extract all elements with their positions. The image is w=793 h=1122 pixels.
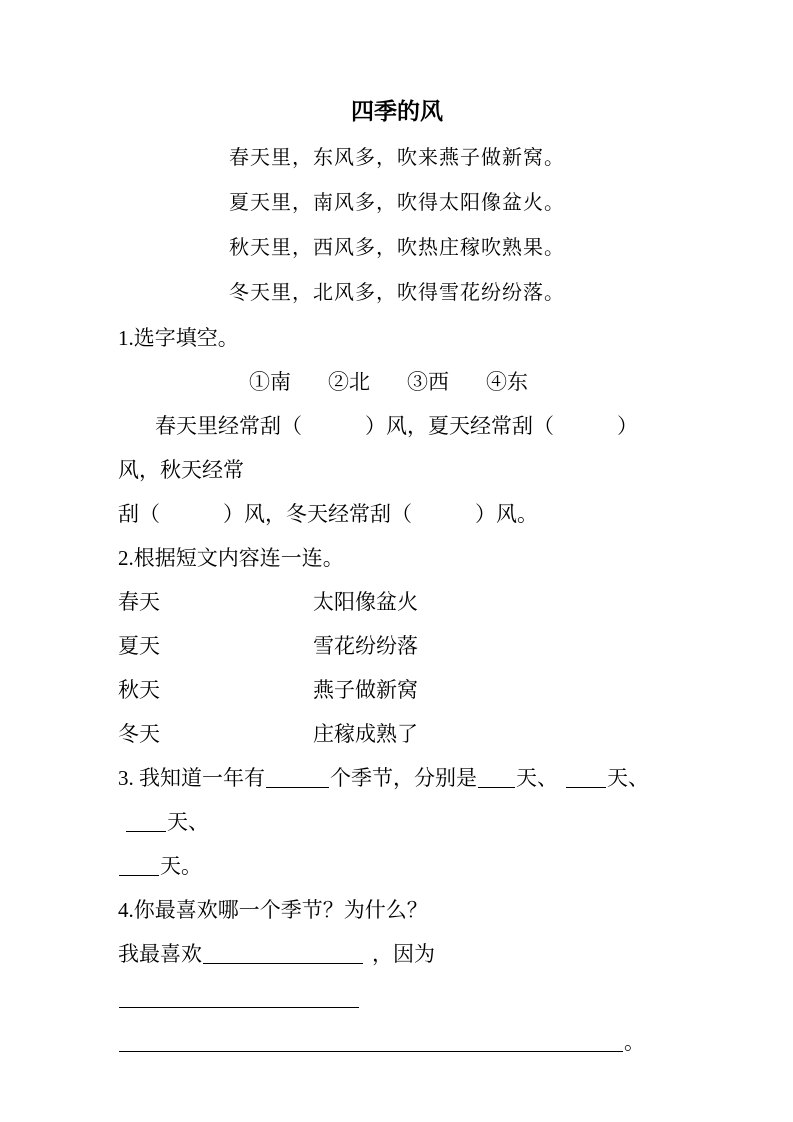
q3-blank-season-count [266, 769, 329, 788]
q3-blank-season-4 [119, 857, 159, 876]
q2-right-swallow: 燕子做新窝 [313, 678, 418, 702]
q3-blank-season-2 [566, 769, 606, 788]
page-title: 四季的风 [351, 98, 443, 124]
q3-text-mid: 个季节，分别是 [330, 766, 477, 790]
q4-answer-prefix: 我最喜欢 [118, 942, 202, 966]
match-row-spring [118, 580, 676, 624]
poem-line-autumn: 秋天里，西风多，吹热庄稼吹熟果。 [229, 237, 565, 259]
question-2-label: 2.根据短文内容连一连。 [118, 546, 344, 570]
match-row-autumn [118, 668, 676, 712]
q4-answer-line-2 [118, 1020, 676, 1064]
question-1-label: 1.选字填空。 [118, 326, 239, 350]
q1-text-line-1: 春天里经常刮（ ）风，夏天经常刮（ ）风，秋天经常 [118, 414, 638, 482]
q2-left-winter: 冬天 [118, 722, 160, 746]
q4-answer-line-1 [118, 932, 676, 1020]
q3-blank-season-3 [126, 813, 166, 832]
q3-text-prefix: 3. 我知道一年有 [118, 766, 265, 790]
q4-answer-end: 。 [624, 1030, 645, 1054]
q3-text-tian-3: 天、 [167, 810, 209, 834]
q2-left-spring: 春天 [118, 590, 160, 614]
q1-text-line-2: 刮（ ）风，冬天经常刮（ ）风。 [118, 502, 538, 526]
q4-answer-connector: ，因为 [372, 942, 435, 966]
q1-option-north: ②北 [328, 370, 370, 394]
poem-line-summer: 夏天里，南风多，吹得太阳像盆火。 [229, 192, 565, 214]
q3-blank-season-1 [478, 769, 515, 788]
question-3-line-2 [118, 844, 676, 888]
q2-right-snow: 雪花纷纷落 [313, 634, 418, 658]
q2-left-autumn: 秋天 [118, 678, 160, 702]
q4-blank-reason-1 [119, 989, 359, 1008]
match-row-winter [118, 712, 676, 756]
poem-line-winter: 冬天里，北风多，吹得雪花纷纷落。 [229, 282, 565, 304]
poem-line-spring: 春天里，东风多，吹来燕子做新窝。 [229, 147, 565, 169]
q2-right-sun: 太阳像盆火 [313, 590, 418, 614]
match-row-summer [118, 624, 676, 668]
question-1-options [118, 360, 676, 404]
q1-option-east: ④东 [486, 370, 528, 394]
question-4-label: 4.你最喜欢哪一个季节？为什么？ [118, 898, 428, 922]
q3-text-tian-4: 天。 [160, 854, 202, 878]
q3-text-tian-2: 天、 [607, 766, 649, 790]
q4-blank-favorite-season [203, 945, 363, 964]
q4-blank-reason-2 [119, 1033, 623, 1052]
q3-text-tian-1: 天、 [516, 766, 558, 790]
q2-right-crops: 庄稼成熟了 [313, 722, 418, 746]
poem [118, 136, 676, 316]
q1-option-south: ①南 [249, 370, 291, 394]
q2-left-summer: 夏天 [118, 634, 160, 658]
question-3-line-1 [118, 756, 676, 844]
q1-option-west: ③西 [407, 370, 449, 394]
